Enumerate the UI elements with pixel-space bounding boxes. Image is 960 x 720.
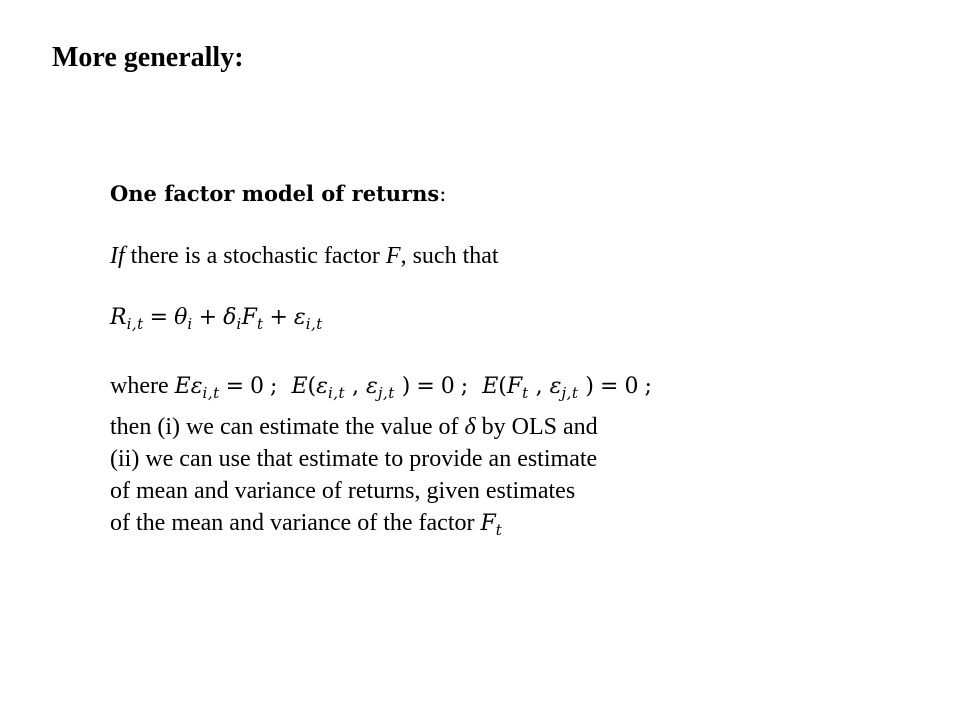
conclusion-line-3: of mean and variance of returns, given estimates — [110, 478, 576, 504]
conclusion-line-1 — [110, 411, 810, 443]
model-heading-colon: : — [439, 182, 447, 206]
where-line — [110, 370, 810, 409]
slide-title: More generally: — [52, 42, 244, 73]
condition-tail: , such that — [400, 243, 499, 269]
conclusion-1-prefix: then (i) we can estimate the value of — [110, 414, 465, 440]
factor-symbol: $F_t$ — [480, 511, 503, 539]
conclusion-1-suffix: by OLS and — [475, 414, 598, 440]
model-heading — [110, 178, 810, 210]
assumption-3: $E(F_t$ , $\varepsilon_{j,t}$ ) = 0 ; — [482, 374, 652, 402]
assumption-2: $E(\varepsilon_{i,t}$ , $\varepsilon_{j,t}$ ) = 0 ; — [291, 374, 469, 402]
conclusion-line-4 — [110, 507, 810, 546]
condition-if: If — [110, 243, 125, 269]
condition-text: there is a stochastic factor — [124, 243, 386, 269]
model-heading-text: One factor model of returns — [110, 181, 440, 206]
model-content — [110, 178, 810, 546]
where-label: where — [110, 373, 169, 399]
assumption-1: $E\varepsilon_{i,t} = 0$ ; — [174, 374, 278, 402]
condition-line — [110, 240, 810, 272]
model-equation: $R_{i,t} = \theta_i + \delta_iF_t + \varepsilon_{i,t}$ — [110, 305, 323, 333]
conclusion-4-prefix: of the mean and variance of the factor — [110, 510, 481, 536]
conclusion-1-symbol: δ — [464, 414, 476, 440]
condition-factor: F — [385, 243, 401, 269]
conclusion-line-2: (ii) we can use that estimate to provide an estimate — [110, 446, 598, 472]
